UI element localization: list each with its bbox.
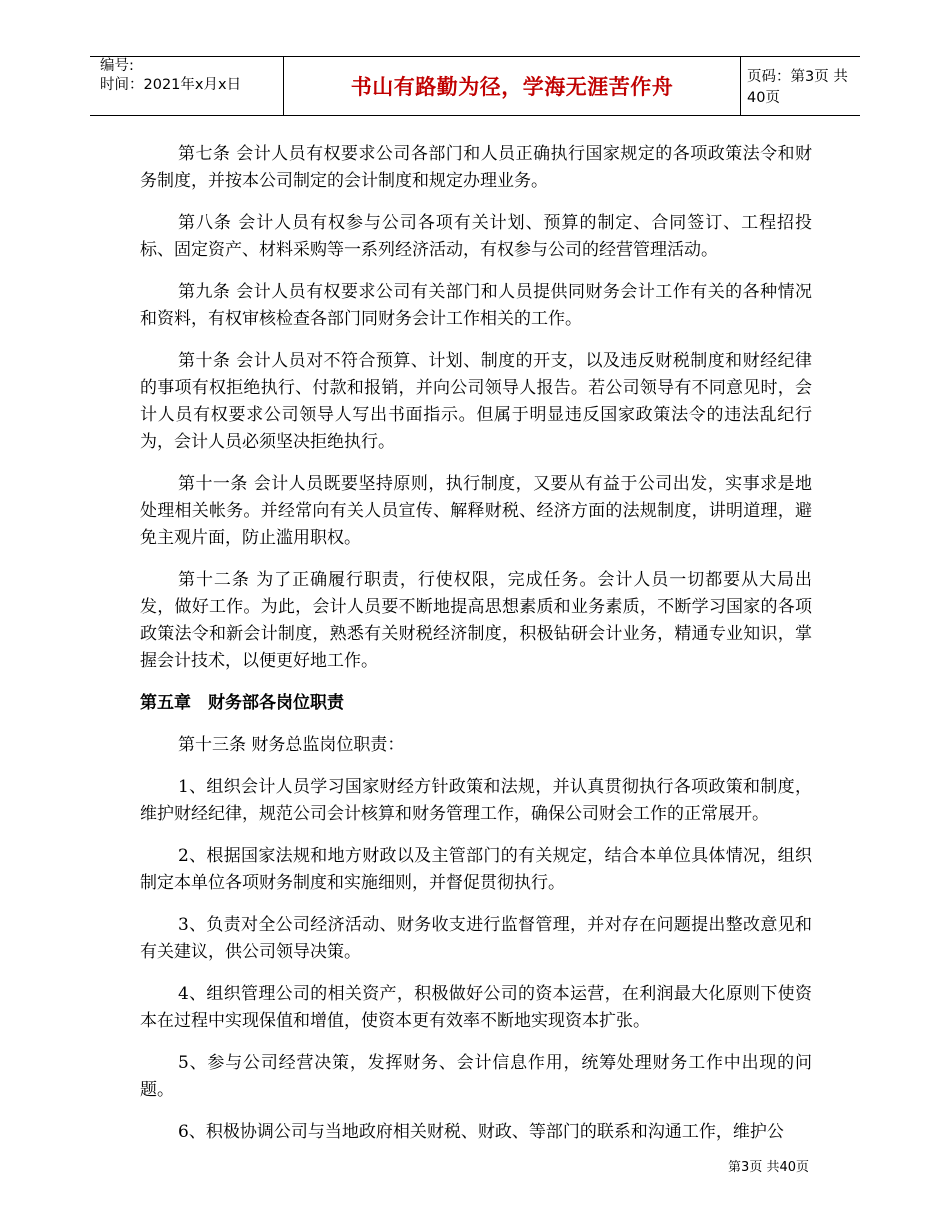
article-9: 第九条 会计人员有权要求公司有关部门和人员提供同财务会计工作有关的各种情况和资料，有权审核检查各部门同财务会计工作相关的工作。 (140, 282, 812, 329)
article-13: 第十三条 财务总监岗位职责： (178, 735, 405, 755)
page-footer-number: 第3页 共40页 (728, 1160, 809, 1175)
header-motto: 书山有路勤为径，学海无涯苦作舟 (283, 57, 741, 115)
duty-item-4: 4、组织管理公司的相关资产，积极做好公司的资本运营，在利润最大化原则下使资本在过程中实现保值和增值，使资本更有效率不断地实现资本扩张。 (140, 984, 812, 1031)
chapter-heading: 第五章 财务部各岗位职责 (140, 693, 344, 713)
document-body (140, 141, 812, 1161)
duty-item-1: 1、组织会计人员学习国家财经方针政策和法规，并认真贯彻执行各项政策和制度，维护财经纪律，规范公司会计核算和财务管理工作，确保公司财会工作的正常展开。 (140, 777, 812, 824)
article-12: 第十二条 为了正确履行职责，行使权限，完成任务。会计人员一切都要从大局出发，做好工作。为此，会计人员要不断地提高思想素质和业务素质，不断学习国家的各项政策法令和新会计制度，熟悉有关财税经济制度，积极钻研会计业务，精通专业知识，掌握会计技术，以便更好地工作。 (140, 570, 812, 671)
article-11: 第十一条 会计人员既要坚持原则，执行制度，又要从有益于公司出发，实事求是地处理相关帐务。并经常向有关人员宣传、解释财税、经济方面的法规制度，讲明道理，避免主观片面，防止滥用职权。 (140, 474, 812, 548)
document-time-label: 时间：2021年x月x日 (100, 77, 242, 93)
duty-item-3: 3、负责对全公司经济活动、财务收支进行监督管理，并对存在问题提出整改意见和有关建议，供公司领导决策。 (140, 915, 812, 962)
duty-item-2: 2、根据国家法规和地方财政以及主管部门的有关规定，结合本单位具体情况，组织制定本单位各项财务制度和实施细则，并督促贯彻执行。 (140, 846, 812, 893)
article-8: 第八条 会计人员有权参与公司各项有关计划、预算的制定、合同签订、工程招投标、固定资产、材料采购等一系列经济活动，有权参与公司的经营管理活动。 (140, 213, 812, 260)
duty-item-6: 6、积极协调公司与当地政府相关财税、财政、等部门的联系和沟通工作，维护公 (178, 1122, 784, 1142)
article-10: 第十条 会计人员对不符合预算、计划、制度的开支，以及违反财税制度和财经纪律的事项有权拒绝执行、付款和报销，并向公司领导人报告。若公司领导有不同意见时，会计人员有权要求公司领导人写出书面指示。但属于明显违反国家政策法令的违法乱纪行为，会计人员必须坚决拒绝执行。 (140, 351, 812, 452)
document-number-label: 编号: (100, 58, 134, 74)
article-7: 第七条 会计人员有权要求公司各部门和人员正确执行国家规定的各项政策法令和财务制度，并按本公司制定的会计制度和规定办理业务。 (140, 144, 812, 191)
header-meta (100, 57, 241, 95)
duty-item-5: 5、参与公司经营决策，发挥财务、会计信息作用，统筹处理财务工作中出现的问题。 (140, 1053, 812, 1100)
page-header (90, 56, 860, 116)
header-page-number: 页码：第3页 共40页 (747, 69, 848, 106)
